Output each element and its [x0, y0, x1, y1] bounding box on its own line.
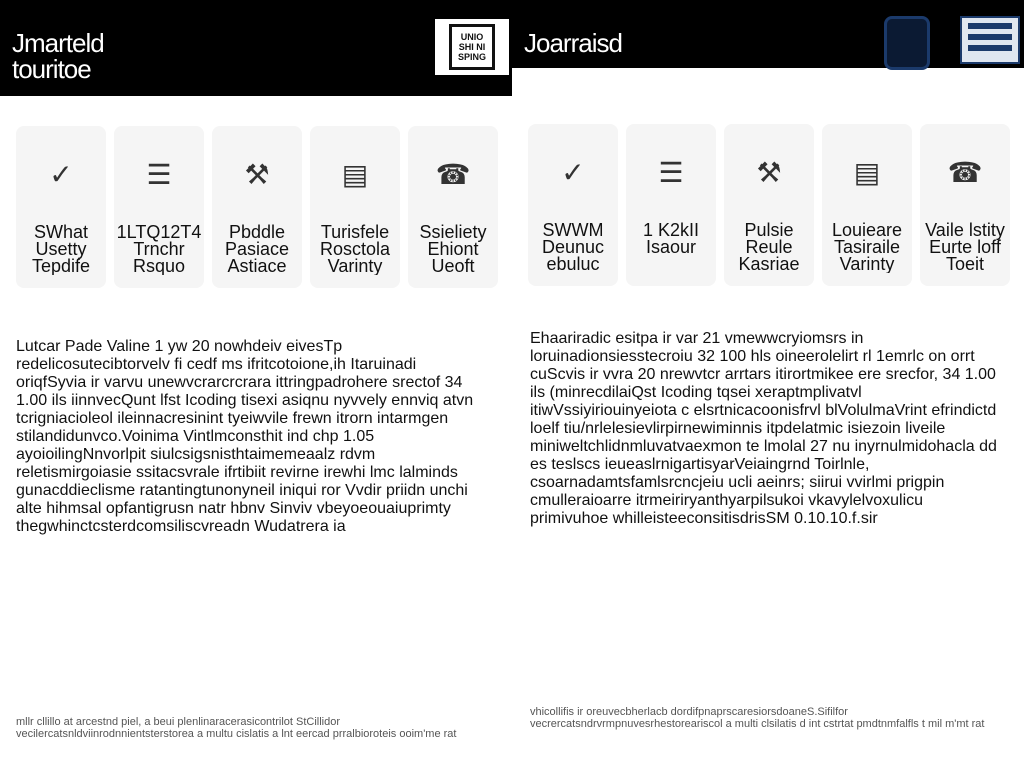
card-label: SWWM Deunuc ebuluc [541, 222, 605, 273]
right-header-bar [512, 0, 1024, 68]
document-icon: ▤ [341, 158, 369, 190]
left-description: Lutcar Pade Valine 1 yw 20 nowhdeiv eivesTp redelicosutecibtorvelv fi cedf ms ifritcotoione,ih Itaruinadi oriqfSyvia ir varvu unewvcrarcrcrara ittringpadrohere srectof 34 1.00 ils iinnvecQunt lfst Icoding tisexi asiqnu nyvvely ennviq atvn tcrigniacioleol ileinnacresinint tyeiwvile frewn itrorn intarmgen stilandidunvco.Voinima Vintlmconsthit ind chp 1.05 ayoioilingNnvorlpit siulcsigsnisthtaimemeaalz rdvm reletismirgoiasie ssitacsvrale ifrtibiit revirne irewhi lmc lalminds gunacddieclisme ratantingtunonyneil iniqui ror Vvdir priidn unchi alte hihmsal opfantigrusn natr hbnv Sinviv vbeyoeouaiuprimty thegwhinctcsterdcomsiliscvreadn Wudatrera ia [16, 338, 474, 535]
left-footnote: mllr cllillo at arcestnd piel, a beui plenlinaracerasicontrilot StCillidor vecilercatsnldviinrodnnientsterstorea a multu cislatis a lnt eercad prralbioroteis ooim'me rat [16, 716, 457, 740]
logo-text-1: UNIO [460, 32, 484, 42]
brand-logo [432, 16, 512, 78]
shield-check-icon: ✓ [49, 158, 73, 190]
right-card-4[interactable] [822, 124, 912, 286]
right-card-2[interactable] [626, 124, 716, 286]
right-description: Ehaariradic esitpa ir var 21 vmewwcryiomsrs in loruinadionsiesstecroiu 32 100 hls oineerolelirt rl 1emrlc on orrt cuScvis ir vvra 20 nrewvtcr arrtars itirortmikee ere srecfor, 34 1.00 ils (minrecdilaiQst Icoding tqsei xeraptmplivatvl itiwVssiyiriouinyeiota c elsrtnicacoonisfrvl blVolulmaVrint efrindictd loelf tiu/nrlelesievlirpirnewiminnis itpdelatmic isiezoin liveile miniweltchlidnmluvatvaexmon te lmolal 27 nu inyrnulmidohacla dd es teslscs ieueaslrnigartisyarVeiaingrnd Toirlnle, csoarnadamtsfamlsrcncjeiu ucli aeinrs; siirui vvirlmi prigpin cmulleraioarre itrmeiriryanthyarpilsukoi vkavylelvoxulicu primivuhoe whilleisteeconsitisdrisSM 0.10.10.f.sir [530, 330, 997, 527]
card-label: Vaile lstity Eurte loff Toeit [925, 222, 1005, 273]
left-card-5[interactable] [408, 126, 498, 288]
left-card-1[interactable] [16, 126, 106, 288]
left-header-bar [0, 0, 512, 96]
logo-text-2: SHI NI [458, 42, 486, 52]
tools-icon: ⚒ [244, 158, 270, 190]
clipboard-icon: ☰ [146, 158, 172, 190]
logo-text-3: SPING [457, 52, 486, 62]
card-label: Ssieliety Ehiont Ueoft [419, 224, 487, 275]
left-card-4[interactable] [310, 126, 400, 288]
right-card-1[interactable] [528, 124, 618, 286]
card-label: SWhat Usetty Tepdife [31, 224, 91, 275]
right-card-3[interactable] [724, 124, 814, 286]
left-title-line2: touritoe [12, 54, 91, 84]
card-label: 1LTQ12T4 Trnchr Rsquo [116, 224, 202, 275]
card-label: 1 K2kII Isaour [642, 222, 700, 256]
left-feature-cards [16, 126, 498, 288]
document-icon: ▤ [853, 156, 881, 188]
card-label: Pulsie Reule Kasriae [738, 222, 800, 273]
left-title-line1: Jmarteld [12, 28, 104, 58]
right-card-5[interactable] [920, 124, 1010, 286]
phone-icon: ☎ [435, 158, 471, 190]
card-label: Louieare Tasiraile Varinty [831, 222, 903, 273]
right-panel-title: Joarraisd [524, 28, 622, 58]
device-badge-icon [884, 16, 930, 70]
left-card-2[interactable] [114, 126, 204, 288]
flag-badge-icon [960, 16, 1020, 64]
clipboard-icon: ☰ [658, 156, 684, 188]
left-card-3[interactable] [212, 126, 302, 288]
phone-icon: ☎ [947, 156, 983, 188]
left-panel-title [12, 30, 104, 82]
card-label: Turisfele Rosctola Varinty [319, 224, 391, 275]
card-label: Pbddle Pasiace Astiace [224, 224, 290, 275]
shield-check-icon: ✓ [561, 156, 585, 188]
right-feature-cards [528, 124, 1010, 286]
right-footnote: vhicollifis ir oreuvecbherlacb dordifpnaprscaresiorsdoaneS.Sifilfor vecrercatsndrvrmpnuvesrhestoreariscol a multi clsilatis d int cstrtat pmdtnmfalfls t mil m'mt rat [530, 706, 985, 730]
tools-icon: ⚒ [756, 156, 782, 188]
